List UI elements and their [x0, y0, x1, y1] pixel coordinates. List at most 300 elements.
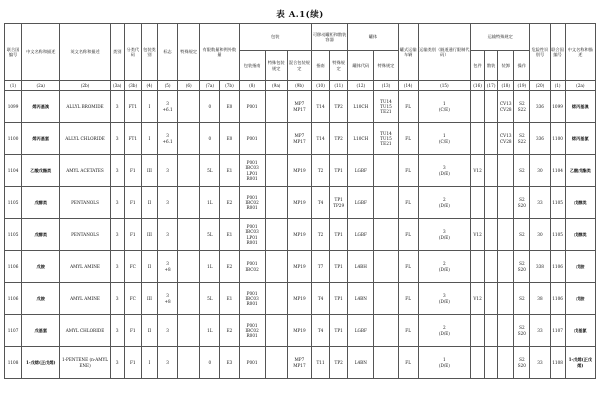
cell-special — [178, 315, 200, 347]
cell-loading — [498, 251, 514, 283]
cell-tank-spec: TP1 — [330, 315, 348, 347]
cell-mixed-pack: MP7 MP17 — [287, 123, 311, 155]
cell-vehicle: FL — [398, 187, 418, 219]
column-number: (10) — [312, 81, 330, 91]
subheader-tank-code: 罐体代码 — [348, 51, 374, 81]
cell-class: 3 — [110, 91, 124, 123]
cell-en-name: ALLYL CHLORIDE — [60, 123, 110, 155]
cell-transport-category: 2 (D/E) — [418, 251, 470, 283]
header-class: 类别 — [110, 24, 124, 81]
cell-pkg-instr: P001 IBC03 R001 — [239, 283, 265, 315]
subheader-tank-special: 特殊规定 — [374, 51, 398, 81]
cell-vehicle: FL — [398, 123, 418, 155]
cell-limited-qty: 1L — [200, 187, 220, 219]
cell-cn-name: 戊胺 — [22, 283, 60, 315]
subheader-pkg-special: 特殊包装规定 — [265, 51, 287, 81]
cell-hazard-id: 33 — [530, 315, 550, 347]
table-row — [5, 283, 596, 315]
cell-excepted-qty: E1 — [220, 155, 239, 187]
cell-pkg-special — [265, 251, 287, 283]
subheader-bulk: 散装 — [485, 51, 498, 81]
cell-operation: S2 S22 — [514, 91, 530, 123]
cell-pkg-instr: P001 IBC03 LP01 R001 — [239, 219, 265, 251]
cell-cn-name-2: 戊醇类 — [565, 187, 595, 219]
cell-un-no: 1108 — [5, 347, 22, 379]
cell-transport-category: 2 (D/E) — [418, 187, 470, 219]
cell-tank-instr: T4 — [312, 187, 330, 219]
cell-pkg-special — [265, 91, 287, 123]
cell-pkg-group: II — [141, 315, 157, 347]
cell-pkg-instr: P001 — [239, 347, 265, 379]
cell-limited-qty: 1L — [200, 315, 220, 347]
cell-special — [178, 187, 200, 219]
cell-en-name: PENTANOLS — [60, 219, 110, 251]
cell-operation: S2 S20 — [514, 187, 530, 219]
cell-un-no-2: 1106 — [550, 251, 565, 283]
subheader-operation: 操作 — [514, 51, 530, 81]
cell-operation: S2 S20 — [514, 315, 530, 347]
table-row — [5, 219, 596, 251]
cell-un-no: 1106 — [5, 251, 22, 283]
cell-pkg-group: III — [141, 283, 157, 315]
header-cn-name-2: 中文名称和描述 — [565, 24, 595, 81]
cell-un-no-2: 1099 — [550, 91, 565, 123]
cell-limited-qty: 1L — [200, 251, 220, 283]
cell-cn-name: 乙酸戊酯类 — [22, 155, 60, 187]
header-en-name: 英文名称和描述 — [60, 24, 110, 81]
column-number: (15) — [418, 81, 470, 91]
cell-packages — [471, 187, 485, 219]
cell-class-code: F1 — [124, 347, 141, 379]
cell-tank-code: L10CH — [348, 123, 374, 155]
cell-un-no: 1105 — [5, 187, 22, 219]
cell-tank-spec: TP2 — [330, 347, 348, 379]
cell-cn-name-2: 烯丙基氯 — [565, 123, 595, 155]
cell-packages: V12 — [471, 283, 485, 315]
cell-pkg-group: III — [141, 219, 157, 251]
cell-un-no: 1100 — [5, 123, 22, 155]
column-number: (9b) — [287, 81, 311, 91]
cell-class-code: FC — [124, 283, 141, 315]
dangerous-goods-table — [4, 23, 596, 379]
cell-class-code: F1 — [124, 315, 141, 347]
cell-pkg-group: I — [141, 123, 157, 155]
header-tank: 罐体 — [348, 24, 398, 51]
cell-tank-code: LGBF — [348, 187, 374, 219]
header-un-no-2: 联合国编号 — [550, 24, 565, 81]
cell-tank-special — [374, 283, 398, 315]
cell-class-code: FT1 — [124, 123, 141, 155]
cell-pkg-special — [265, 283, 287, 315]
cell-cn-name-2: 戊基氯 — [565, 315, 595, 347]
cell-un-no: 1106 — [5, 283, 22, 315]
cell-excepted-qty: E0 — [220, 123, 239, 155]
cell-cn-name-2: 烯丙基溴 — [565, 91, 595, 123]
column-number: (13) — [374, 81, 398, 91]
cell-transport-category: 3 (D/E) — [418, 219, 470, 251]
subheader-pkg-instr: 包装指南 — [239, 51, 265, 81]
cell-vehicle: FL — [398, 219, 418, 251]
column-number: (9a) — [265, 81, 287, 91]
cell-operation: S2 S20 — [514, 251, 530, 283]
cell-en-name: AMYL AMINE — [60, 251, 110, 283]
cell-tank-code: L4BH — [348, 251, 374, 283]
cell-transport-category: 1 (C/E) — [418, 91, 470, 123]
cell-pkg-group: I — [141, 91, 157, 123]
cell-operation: S2 — [514, 219, 530, 251]
header-limited: 有限数量和例外数量 — [200, 24, 239, 81]
cell-packages: V12 — [471, 219, 485, 251]
column-number: (14) — [398, 81, 418, 91]
cell-cn-name-2: 戊胺 — [565, 251, 595, 283]
cell-labels: 3 +8 — [157, 251, 177, 283]
column-number: (3b) — [124, 81, 141, 91]
cell-tank-code: LGBF — [348, 315, 374, 347]
cell-tank-spec: TP1 — [330, 219, 348, 251]
cell-class: 3 — [110, 251, 124, 283]
cell-cn-name: 戊醇类 — [22, 219, 60, 251]
cell-tank-instr: T14 — [312, 91, 330, 123]
cell-transport-category: 1 (D/E) — [418, 347, 470, 379]
column-number: (18) — [498, 81, 514, 91]
cell-en-name: AMYL AMINE — [60, 283, 110, 315]
cell-mixed-pack: MP19 — [287, 283, 311, 315]
cell-tank-spec: TP1 — [330, 283, 348, 315]
cell-special — [178, 251, 200, 283]
cell-pkg-special — [265, 315, 287, 347]
column-number: (6) — [178, 81, 200, 91]
header-class-code: 分类代码 — [124, 24, 141, 81]
cell-pkg-instr: P001 IBC02 R001 — [239, 187, 265, 219]
cell-bulk — [485, 123, 498, 155]
cell-class-code: F1 — [124, 187, 141, 219]
cell-loading — [498, 155, 514, 187]
cell-vehicle: FL — [398, 347, 418, 379]
cell-labels: 3 +8 — [157, 283, 177, 315]
cell-bulk — [485, 347, 498, 379]
table-body — [5, 81, 596, 379]
cell-un-no-2: 1105 — [550, 187, 565, 219]
table-row — [5, 251, 596, 283]
cell-bulk — [485, 251, 498, 283]
cell-tank-special: TU14 TU15 TE21 — [374, 123, 398, 155]
cell-hazard-id: 30 — [530, 155, 550, 187]
table-row — [5, 315, 596, 347]
cell-tank-special — [374, 187, 398, 219]
cell-operation: S2 S22 — [514, 123, 530, 155]
cell-hazard-id: 336 — [530, 91, 550, 123]
cell-cn-name: 戊胺 — [22, 251, 60, 283]
column-number: (7a) — [200, 81, 220, 91]
cell-special — [178, 91, 200, 123]
cell-loading — [498, 219, 514, 251]
cell-un-no: 1104 — [5, 155, 22, 187]
cell-pkg-instr: P001 — [239, 91, 265, 123]
cell-vehicle: FL — [398, 155, 418, 187]
cell-mixed-pack: MP19 — [287, 219, 311, 251]
cell-tank-spec: TP1 — [330, 155, 348, 187]
cell-packages — [471, 315, 485, 347]
cell-special — [178, 123, 200, 155]
cell-un-no-2: 1107 — [550, 315, 565, 347]
cell-class-code: F1 — [124, 219, 141, 251]
cell-class: 3 — [110, 347, 124, 379]
header-transport-category: 运输类别（隧道通行限制代码） — [418, 24, 470, 81]
header-labels: 标志 — [157, 24, 177, 81]
cell-cn-name: 戊醇类 — [22, 187, 60, 219]
cell-pkg-group: II — [141, 187, 157, 219]
cell-transport-category: 1 (C/E) — [418, 123, 470, 155]
table-title: 表 A.1(续) — [276, 10, 324, 20]
column-number: (1) — [5, 81, 22, 91]
cell-vehicle: FL — [398, 315, 418, 347]
cell-tank-instr: T14 — [312, 123, 330, 155]
header-special-provisions: 运输特殊规定 — [471, 24, 530, 51]
cell-class: 3 — [110, 283, 124, 315]
column-number: (7b) — [220, 81, 239, 91]
cell-packages — [471, 91, 485, 123]
cell-class: 3 — [110, 315, 124, 347]
cell-cn-name: 烯丙基溴 — [22, 91, 60, 123]
cell-tank-spec: TP1 TP29 — [330, 187, 348, 219]
cell-packages — [471, 251, 485, 283]
cell-hazard-id: 33 — [530, 347, 550, 379]
header-special: 特殊规定 — [178, 24, 200, 81]
column-number-row — [5, 81, 596, 91]
cell-class-code: F1 — [124, 155, 141, 187]
header-portable: 可移动罐柜和散装容器 — [312, 24, 348, 51]
header-vehicle: 罐式运输车辆 — [398, 24, 418, 81]
cell-labels: 3 +6.1 — [157, 91, 177, 123]
cell-mixed-pack: MP19 — [287, 155, 311, 187]
cell-transport-category: 3 (D/E) — [418, 155, 470, 187]
cell-bulk — [485, 219, 498, 251]
cell-special — [178, 155, 200, 187]
cell-operation: S2 — [514, 283, 530, 315]
cell-limited-qty: 5L — [200, 219, 220, 251]
column-number: (19) — [514, 81, 530, 91]
cell-tank-special: TU14 TU15 TE21 — [374, 91, 398, 123]
table-row — [5, 155, 596, 187]
cell-tank-code: L10CH — [348, 91, 374, 123]
cell-labels: 3 +6.1 — [157, 123, 177, 155]
cell-pkg-special — [265, 347, 287, 379]
cell-tank-instr: T4 — [312, 283, 330, 315]
cell-en-name: AMYL ACETATES — [60, 155, 110, 187]
column-number: (11) — [330, 81, 348, 91]
cell-packages — [471, 347, 485, 379]
cell-cn-name-2: 戊胺 — [565, 283, 595, 315]
cell-class: 3 — [110, 123, 124, 155]
cell-pkg-instr: P001 — [239, 123, 265, 155]
cell-un-no: 1105 — [5, 219, 22, 251]
cell-packages — [471, 123, 485, 155]
column-number: (12) — [348, 81, 374, 91]
cell-hazard-id: 336 — [530, 123, 550, 155]
cell-tank-instr: T7 — [312, 251, 330, 283]
cell-cn-name-2: 1-戊烯(正戊烯) — [565, 347, 595, 379]
cell-pkg-instr: P001 IBC02 R001 — [239, 315, 265, 347]
cell-excepted-qty: E1 — [220, 283, 239, 315]
header-row-main — [5, 24, 596, 51]
header-packaging: 包装 — [239, 24, 312, 51]
cell-excepted-qty: E0 — [220, 91, 239, 123]
cell-cn-name-2: 乙酸戊酯类 — [565, 155, 595, 187]
cell-excepted-qty: E2 — [220, 187, 239, 219]
cell-tank-instr: T4 — [312, 315, 330, 347]
cell-transport-category: 3 (D/E) — [418, 283, 470, 315]
cell-pkg-special — [265, 123, 287, 155]
cell-hazard-id: 33 — [530, 187, 550, 219]
cell-tank-special — [374, 315, 398, 347]
cell-pkg-group: II — [141, 251, 157, 283]
cell-bulk — [485, 155, 498, 187]
cell-hazard-id: 30 — [530, 219, 550, 251]
cell-cn-name-2: 戊醇类 — [565, 219, 595, 251]
cell-pkg-special — [265, 155, 287, 187]
cell-pkg-special — [265, 219, 287, 251]
cell-un-no-2: 1106 — [550, 283, 565, 315]
cell-class: 3 — [110, 187, 124, 219]
cell-pkg-special — [265, 187, 287, 219]
cell-pkg-group: I — [141, 347, 157, 379]
cell-tank-code: L4BN — [348, 347, 374, 379]
cell-tank-spec: TP2 — [330, 123, 348, 155]
cell-mixed-pack: MP19 — [287, 315, 311, 347]
cell-packages: V12 — [471, 155, 485, 187]
column-number: (2b) — [60, 81, 110, 91]
cell-class: 3 — [110, 219, 124, 251]
cell-tank-special — [374, 155, 398, 187]
cell-vehicle: FL — [398, 91, 418, 123]
cell-pkg-instr: P001 IBC03 LP01 R001 — [239, 155, 265, 187]
cell-class-code: FT1 — [124, 91, 141, 123]
cell-limited-qty: 0 — [200, 91, 220, 123]
cell-tank-instr: T2 — [312, 219, 330, 251]
cell-mixed-pack: MP7 MP17 — [287, 347, 311, 379]
subheader-packages: 包件 — [471, 51, 485, 81]
header-hazard-id: 危险性识别号 — [530, 24, 550, 81]
cell-tank-special — [374, 251, 398, 283]
cell-tank-spec: TP1 — [330, 251, 348, 283]
cell-operation: S2 S20 — [514, 347, 530, 379]
cell-labels: 3 — [157, 315, 177, 347]
cell-tank-code: L4BN — [348, 283, 374, 315]
cell-operation: S2 — [514, 155, 530, 187]
cell-en-name: ALLYL BROMIDE — [60, 91, 110, 123]
cell-bulk — [485, 283, 498, 315]
cell-cn-name: 戊基氯 — [22, 315, 60, 347]
cell-loading — [498, 315, 514, 347]
cell-class: 3 — [110, 155, 124, 187]
cell-hazard-id: 38 — [530, 283, 550, 315]
column-number: (3a) — [110, 81, 124, 91]
subheader-mixed-pack: 混合包装规定 — [287, 51, 311, 81]
cell-mixed-pack: MP19 — [287, 251, 311, 283]
cell-tank-spec: TP2 — [330, 91, 348, 123]
cell-pkg-instr: P001 IBC02 — [239, 251, 265, 283]
cell-excepted-qty: E2 — [220, 315, 239, 347]
cell-loading — [498, 283, 514, 315]
cell-loading: CV13 CV28 — [498, 123, 514, 155]
column-number: (16) — [471, 81, 485, 91]
cell-mixed-pack: MP19 — [287, 187, 311, 219]
cell-labels: 3 — [157, 347, 177, 379]
cell-mixed-pack: MP7 MP17 — [287, 91, 311, 123]
column-number: (2a) — [22, 81, 60, 91]
cell-loading — [498, 187, 514, 219]
cell-en-name: AMYL CHLORIDE — [60, 315, 110, 347]
table-row — [5, 123, 596, 155]
cell-tank-code: LGBF — [348, 155, 374, 187]
cell-limited-qty: 5L — [200, 155, 220, 187]
column-number: (2a) — [565, 81, 595, 91]
subheader-loading: 装卸 — [498, 51, 514, 81]
cell-labels: 3 — [157, 187, 177, 219]
column-number: (1) — [550, 81, 565, 91]
cell-class-code: FC — [124, 251, 141, 283]
subheader-instr: 指南 — [312, 51, 330, 81]
cell-tank-instr: T11 — [312, 347, 330, 379]
cell-limited-qty: 0 — [200, 123, 220, 155]
cell-un-no: 1099 — [5, 91, 22, 123]
cell-special — [178, 219, 200, 251]
column-number: (5) — [157, 81, 177, 91]
cell-en-name: 1-PENTENE (n-AMYLENE) — [60, 347, 110, 379]
cell-cn-name: 1-戊烯(正戊烯) — [22, 347, 60, 379]
cell-excepted-qty: E1 — [220, 219, 239, 251]
cell-tank-special — [374, 347, 398, 379]
cell-bulk — [485, 91, 498, 123]
header-un-no: 联合国编号 — [5, 24, 22, 81]
cell-hazard-id: 338 — [530, 251, 550, 283]
header-pkg-group: 包装类别 — [141, 24, 157, 81]
table-row — [5, 91, 596, 123]
cell-un-no-2: 1104 — [550, 155, 565, 187]
cell-en-name: PENTANOLS — [60, 187, 110, 219]
cell-bulk — [485, 315, 498, 347]
cell-excepted-qty: E2 — [220, 251, 239, 283]
cell-un-no: 1107 — [5, 315, 22, 347]
cell-labels: 3 — [157, 155, 177, 187]
cell-tank-special — [374, 219, 398, 251]
cell-pkg-group: III — [141, 155, 157, 187]
cell-vehicle: FL — [398, 251, 418, 283]
cell-labels: 3 — [157, 219, 177, 251]
cell-special — [178, 283, 200, 315]
column-number: (8) — [239, 81, 265, 91]
cell-un-no-2: 1100 — [550, 123, 565, 155]
cell-loading — [498, 347, 514, 379]
subheader-spec: 特殊规定 — [330, 51, 348, 81]
cell-loading: CV13 CV28 — [498, 91, 514, 123]
column-number: (4) — [141, 81, 157, 91]
table-row — [5, 347, 596, 379]
cell-vehicle: FL — [398, 283, 418, 315]
cell-bulk — [485, 187, 498, 219]
cell-special — [178, 347, 200, 379]
table-row — [5, 187, 596, 219]
cell-cn-name: 烯丙基氯 — [22, 123, 60, 155]
cell-excepted-qty: E3 — [220, 347, 239, 379]
cell-limited-qty: 0 — [200, 347, 220, 379]
cell-tank-code: LGBF — [348, 219, 374, 251]
column-number: (17) — [485, 81, 498, 91]
header-cn-name: 中文名称和描述 — [22, 24, 60, 81]
column-number: (20) — [530, 81, 550, 91]
cell-transport-category: 2 (D/E) — [418, 315, 470, 347]
cell-tank-instr: T2 — [312, 155, 330, 187]
